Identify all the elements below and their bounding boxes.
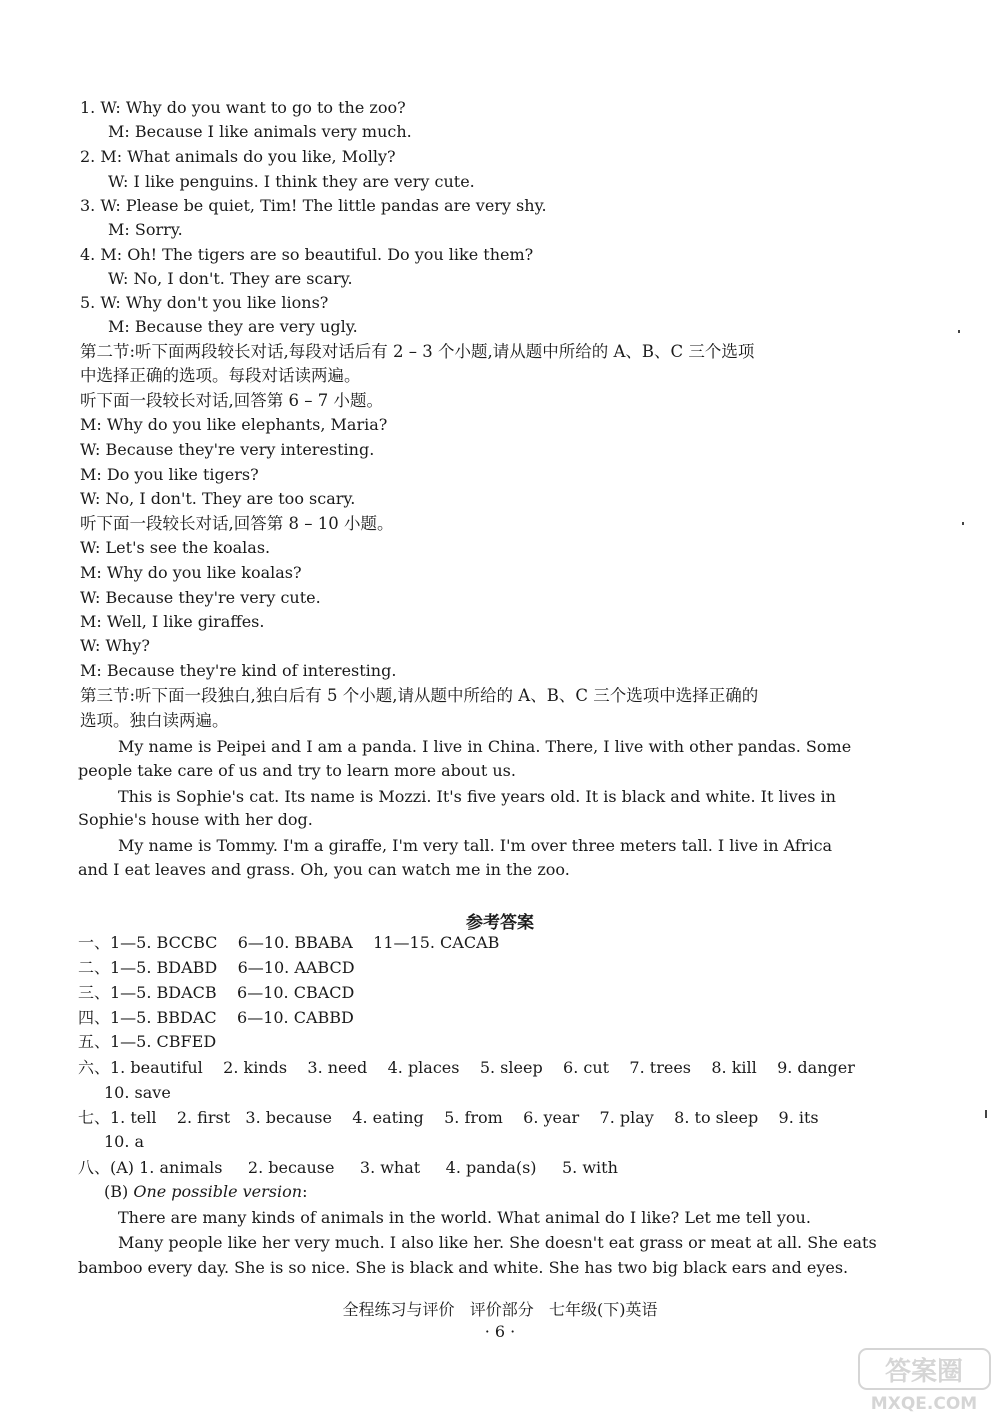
monologue-line: and I eat leaves and grass. Oh, you can watch me in the zoo. [78,860,570,879]
dialog-line [80,661,396,681]
speaker: W: [80,538,101,557]
answer-line: 六、1. beautiful 2. kinds 3. need 4. places 5. sleep 6. cut 7. trees 8. kill 9. danger [78,1058,855,1077]
question-number: 3. [80,196,96,215]
answers-title: 参考答案 [466,913,534,933]
dialog-line [80,489,355,509]
part-label: (B) [104,1182,134,1201]
watermark-icon [857,1347,992,1413]
watermark-logo [857,1347,992,1413]
dialog-line [80,440,374,460]
dialog-text: No, I don't. They are scary. [133,269,353,288]
watermark-logo-text: 答案圈 [884,1357,964,1387]
question-number: 5. [80,293,96,312]
dialog-text: Why don't you like lions? [125,293,329,312]
dialog-text: Because they're very cute. [105,588,321,607]
scan-mark [958,330,960,333]
dialog-text: Sorry. [134,220,183,239]
answer-line: 一、1—5. BCCBC 6—10. BBABA 11—15. CACAB [78,933,500,952]
answer-line-cont: 10. a [104,1132,145,1151]
section-heading-cont: 中选择正确的选项。每段对话读两遍。 [80,366,361,385]
dialog-line [80,147,396,167]
dialog-line [80,415,387,435]
dialog-line [80,538,270,558]
scan-mark [962,522,964,525]
monologue-line: My name is Peipei and I am a panda. I live in China. There, I live with other pandas. Some [118,737,852,756]
speaker: W: [80,588,101,607]
question-number: 1. [80,98,96,117]
dialog-line [80,563,302,583]
speaker: M: [108,317,130,336]
dialog-text: Oh! The tigers are so beautiful. Do you like them? [127,245,534,264]
dialog-line [108,220,183,240]
dialog-text: Because I like animals very much. [134,122,412,141]
dialog-line [80,98,406,118]
dialog-text: Well, I like giraffes. [106,612,265,631]
dialog-line [80,196,547,216]
speaker: M: [80,563,102,582]
speaker: W: [108,172,129,191]
scan-mark [985,1110,987,1118]
dialog-line [80,612,264,632]
monologue-line: people take care of us and try to learn more about us. [78,761,516,780]
dialog-line [80,465,259,485]
dialog-text: Because they're kind of interesting. [106,661,397,680]
dialog-text: I like penguins. I think they are very cute. [133,172,475,191]
dialog-line [80,636,150,656]
dialog-line [80,245,533,265]
section-heading-cont: 选项。独白读两遍。 [80,711,229,730]
dialog-text: Because they are very ugly. [134,317,358,336]
question-number: 4. [80,245,96,264]
question-number: 2. [80,147,96,166]
answer-line: 五、1—5. CBFED [78,1032,217,1051]
dialog-text: Please be quiet, Tim! The little pandas are very shy. [125,196,547,215]
speaker: W: [100,98,121,117]
dialog-text: Why do you want to go to the zoo? [125,98,406,117]
dialog-line [80,588,321,608]
dialog-line [80,293,328,313]
speaker: W: [80,440,101,459]
essay-line: Many people like her very much. I also like her. She doesn't eat grass or meat at all. She eats [118,1233,877,1252]
dialog-text: Because they're very interesting. [105,440,375,459]
colon: : [302,1182,308,1201]
essay-line: There are many kinds of animals in the world. What animal do I like? Let me tell you. [118,1208,811,1227]
monologue-line: This is Sophie's cat. Its name is Mozzi. It's five years old. It is black and white. It lives in [118,787,836,806]
speaker: M: [100,245,123,264]
dialog-text: What animals do you like, Molly? [127,147,396,166]
dialog-line [108,122,412,142]
monologue-line: Sophie's house with her dog. [78,810,313,829]
dialog-text: Why do you like koalas? [106,563,302,582]
speaker: W: [100,196,121,215]
answer-line: 二、1—5. BDABD 6—10. AABCD [78,958,355,977]
speaker: M: [80,612,102,631]
monologue-line: My name is Tommy. I'm a giraffe, I'm very tall. I'm over three meters tall. I live in Africa [118,836,833,855]
dialog-intro: 听下面一段较长对话,回答第 6 – 7 小题。 [80,391,383,410]
dialog-intro: 听下面一段较长对话,回答第 8 – 10 小题。 [80,514,394,533]
speaker: M: [108,122,130,141]
dialog-line [108,269,353,289]
speaker: M: [80,661,102,680]
speaker: W: [100,293,121,312]
section-heading: 第三节:听下面一段独白,独白后有 5 个小题,请从题中所给的 A、B、C 三个选项中选择正确的 [80,686,759,705]
speaker: W: [108,269,129,288]
answer-line: 四、1—5. BBDAC 6—10. CABBD [78,1008,354,1027]
dialog-text: Do you like tigers? [106,465,259,484]
answer-line: 八、(A) 1. animals 2. because 3. what 4. panda(s) 5. with [78,1158,618,1177]
answer-line-cont: 10. save [104,1083,171,1102]
footer-text: 全程练习与评价 评价部分 七年级(下)英语 [342,1300,658,1319]
speaker: M: [108,220,130,239]
answer-line-b [104,1182,307,1202]
dialog-text: Why do you like elephants, Maria? [106,415,388,434]
answer-line: 三、1—5. BDACB 6—10. CBACD [78,983,355,1002]
dialog-text: Let's see the koalas. [105,538,271,557]
version-label: One possible version [133,1182,303,1201]
section-heading: 第二节:听下面两段较长对话,每段对话后有 2 – 3 个小题,请从题中所给的 A、B、C 三个选项 [80,342,755,361]
dialog-line [108,317,358,337]
dialog-text: Why? [105,636,150,655]
speaker: M: [80,465,102,484]
essay-line: bamboo every day. She is so nice. She is black and white. She has two big black ears and eyes. [78,1258,849,1277]
speaker: M: [100,147,123,166]
page-number: · 6 · [484,1322,516,1341]
answer-line: 七、1. tell 2. first 3. because 4. eating 5. from 6. year 7. play 8. to sleep 9. its [78,1108,819,1127]
speaker: W: [80,489,101,508]
watermark-url: MXQE.COM [870,1394,978,1413]
speaker: W: [80,636,101,655]
dialog-line [108,172,475,192]
dialog-text: No, I don't. They are too scary. [105,489,356,508]
speaker: M: [80,415,102,434]
